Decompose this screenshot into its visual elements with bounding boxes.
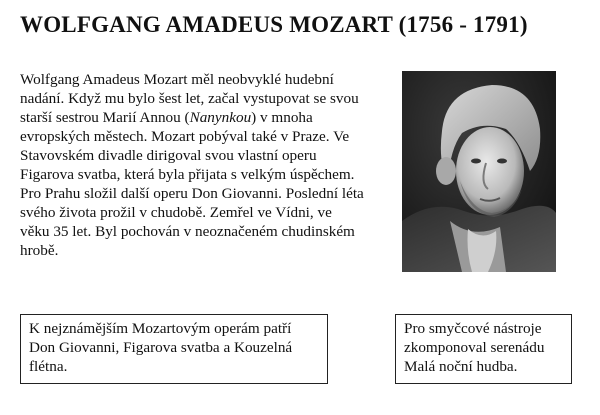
serenade-box: Pro smyčcové nástroje zkomponoval serenádu Malá noční hudba. (395, 314, 572, 384)
biography-text (20, 70, 365, 260)
page-title: WOLFGANG AMADEUS MOZART (1756 - 1791) (20, 12, 528, 37)
wig-curl (436, 157, 456, 185)
biography-part-2: ) v mnoha evropských městech. Mozart pobýval také v Praze. Ve Stavovském divadle dirigoval svou vlastní operu Figarova svatba, která byla přijata s velkým úspěchem. Pro Prahu složil další operu Don Giovanni. Poslední léta svého života prožil v chudobě. Zemřel ve Vídni, ve věku 35 let. Byl pochován v neoznačeném chudinském hrobě. (20, 109, 364, 259)
operas-box: K nejznámějším Mozartovým operám patří Don Giovanni, Figarova svatba a Kouzelná flétna. (20, 314, 328, 384)
mozart-portrait (402, 71, 556, 272)
portrait-image (402, 71, 556, 272)
left-eye (471, 159, 481, 164)
nickname-italic: Nanynkou (189, 109, 252, 126)
right-eye (497, 159, 507, 164)
face (456, 127, 524, 215)
biography-paragraph (20, 70, 365, 260)
biography-part-1: Wolfgang Amadeus Mozart měl neobvyklé hudební nadání. Když mu bylo šest let, začal vystupovat se svou starší sestrou Marií Annou ( (20, 71, 359, 126)
